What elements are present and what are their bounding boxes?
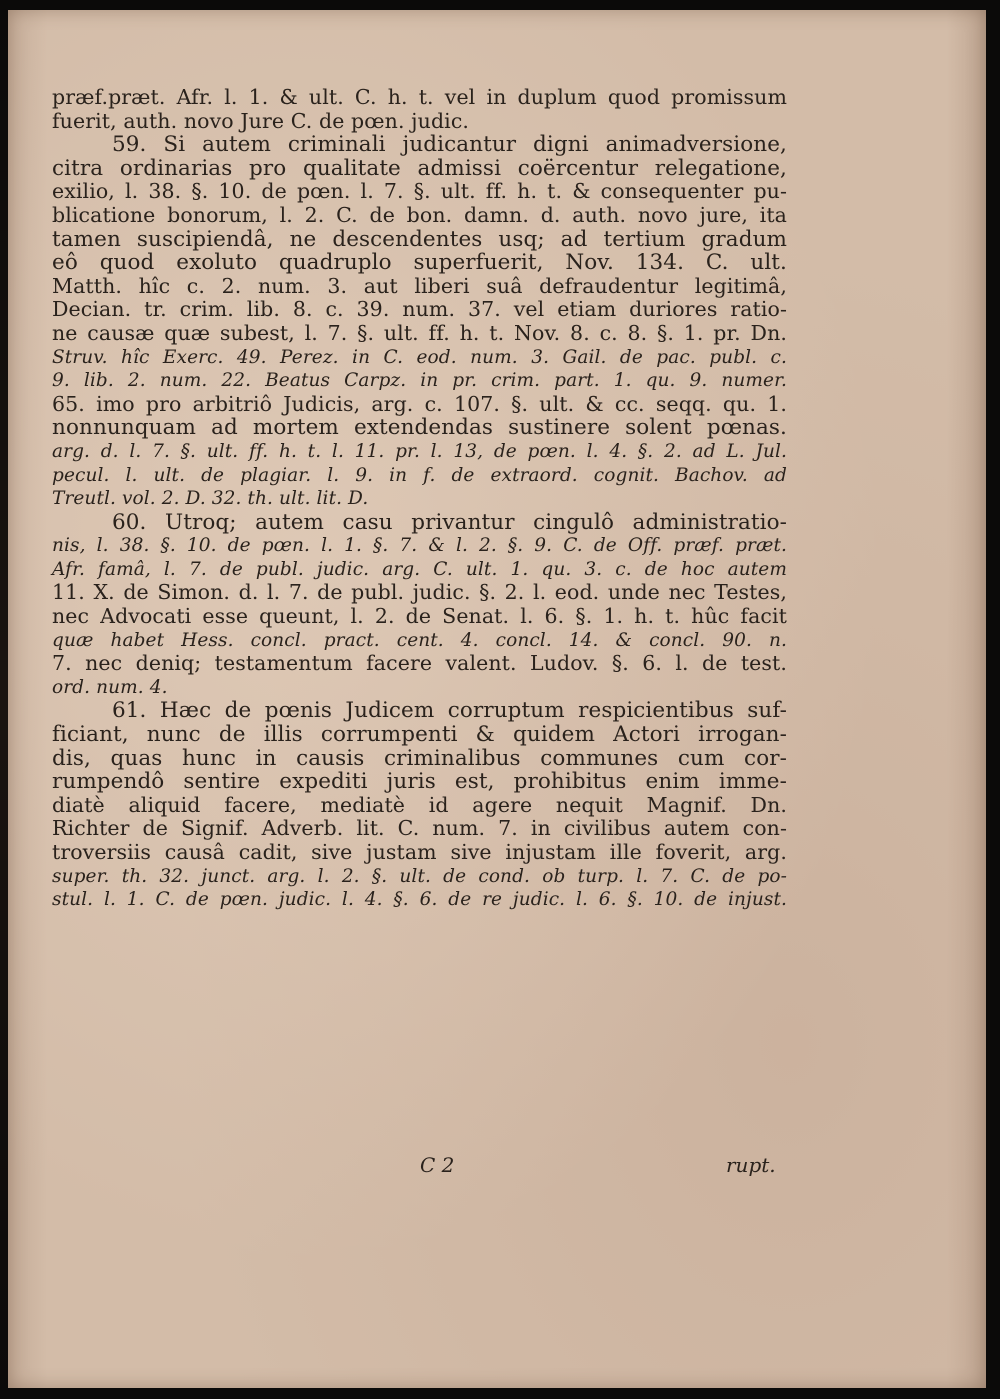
text-line-23: nec Advocati esse queunt, l. 2. de Senat. l. 6. §. 1. h. t. hûc facit (52, 604, 787, 629)
paragraph-60-start: 60. Utroq; autem casu privantur cingulô administratio- (112, 509, 787, 535)
text-line-30: rumpendô sentire expediti juris est, prohibitus enim imme- (52, 769, 787, 795)
text-line-8: eô quod exoluto quadruplo superfuerit, Nov. 134. C. ult. (52, 250, 787, 276)
paragraph-61-start: 61. Hæc de pœnis Judicem corruptum respicientibus suf- (112, 698, 787, 724)
text-line-7: tamen suscipiendâ, ne descendentes usq; ad tertium gradum (52, 226, 787, 252)
text-line-9: Matth. hîc c. 2. num. 3. aut liberi suâ defraudentur legitimâ, (52, 273, 787, 298)
text-line-5: exilio, l. 38. §. 10. de pœn. l. 7. §. ult. ff. h. t. & consequenter pu- (52, 179, 787, 204)
text-line-12: Struv. hîc Exerc. 49. Perez. in C. eod. num. 3. Gail. de pac. publ. c. (52, 346, 787, 368)
text-line-22: 11. X. de Simon. d. l. 7. de publ. judic. §. 2. l. eod. unde nec Testes, (52, 580, 787, 605)
text-line-26: ord. num. 4. (52, 676, 168, 698)
text-line-15: nonnunquam ad mortem extendendas sustinere solent pœnas. (52, 415, 787, 441)
text-line-21: Afr. famâ, l. 7. de publ. judic. arg. C. ult. 1. qu. 3. c. de hoc autem (52, 558, 787, 580)
text-line-13: 9. lib. 2. num. 22. Beatus Carpz. in pr. crim. part. 1. qu. 9. numer. (52, 370, 787, 392)
text-line-24: quæ habet Hess. concl. pract. cent. 4. concl. 14. & concl. 90. n. (52, 629, 787, 651)
text-line-6: blicatione bonorum, l. 2. C. de bon. damn. d. auth. novo jure, ita (52, 202, 787, 227)
text-line-31: diatè aliquid facere, mediatè id agere nequit Magnif. Dn. (52, 792, 787, 817)
text-line-32: Richter de Signif. Adverb. lit. C. num. 7. in civilibus autem con- (52, 816, 787, 841)
text-line-35: stul. l. 1. C. de pœn. judic. l. 4. §. 6. de re judic. l. 6. §. 10. de injust. (52, 889, 787, 911)
text-line-25: 7. nec deniq; testamentum facere valent. Ludov. §. 6. l. de test. (52, 651, 787, 676)
text-line-14: 65. imo pro arbitriô Judicis, arg. c. 107. §. ult. & cc. seqq. qu. 1. (52, 391, 787, 416)
text-line-33: troversiis causâ cadit, sive justam sive injustam ille foverit, arg. (52, 840, 787, 864)
book-page (8, 10, 986, 1388)
text-line-18: Treutl. vol. 2. D. 32. th. ult. lit. D. (52, 488, 369, 510)
text-line-10: Decian. tr. crim. lib. 8. c. 39. num. 37. vel etiam duriores ratio- (52, 297, 787, 322)
body-text (52, 86, 787, 912)
text-line-4: citra ordinarias pro qualitate admissi coërcentur relegatione, (52, 155, 787, 181)
text-line-16: arg. d. l. 7. §. ult. ff. h. t. l. 11. pr. l. 13, de pœn. l. 4. §. 2. ad L. Jul. (52, 440, 787, 462)
signature-mark: C 2 (420, 1153, 455, 1177)
text-line-29: dis, quas hunc in causis criminalibus communes cum cor- (52, 745, 787, 771)
scan-border (0, 0, 8, 1399)
text-line-34: super. th. 32. junct. arg. l. 2. §. ult. de cond. ob turp. l. 7. C. de po- (52, 865, 787, 887)
text-line-1: præf.præt. Afr. l. 1. & ult. C. h. t. vel in duplum quod promissum (52, 85, 787, 109)
text-line-20: nis, l. 38. §. 10. de pœn. l. 1. §. 7. & l. 2. §. 9. C. de Off. præf. præt. (52, 535, 787, 557)
paragraph-59-start: 59. Si autem criminali judicantur digni animadversione, (112, 132, 787, 158)
text-line-11: ne causæ quæ subest, l. 7. §. ult. ff. h. t. Nov. 8. c. 8. §. 1. pr. Dn. (52, 320, 787, 345)
text-line-2: fuerit, auth. novo Jure C. de pœn. judic. (52, 108, 470, 133)
text-line-17: pecul. l. ult. de plagiar. l. 9. in f. de extraord. cognit. Bachov. ad (52, 464, 787, 486)
catchword: rupt. (726, 1153, 776, 1177)
text-line-28: ficiant, nunc de illis corrumpenti & quidem Actori irrogan- (52, 722, 787, 748)
